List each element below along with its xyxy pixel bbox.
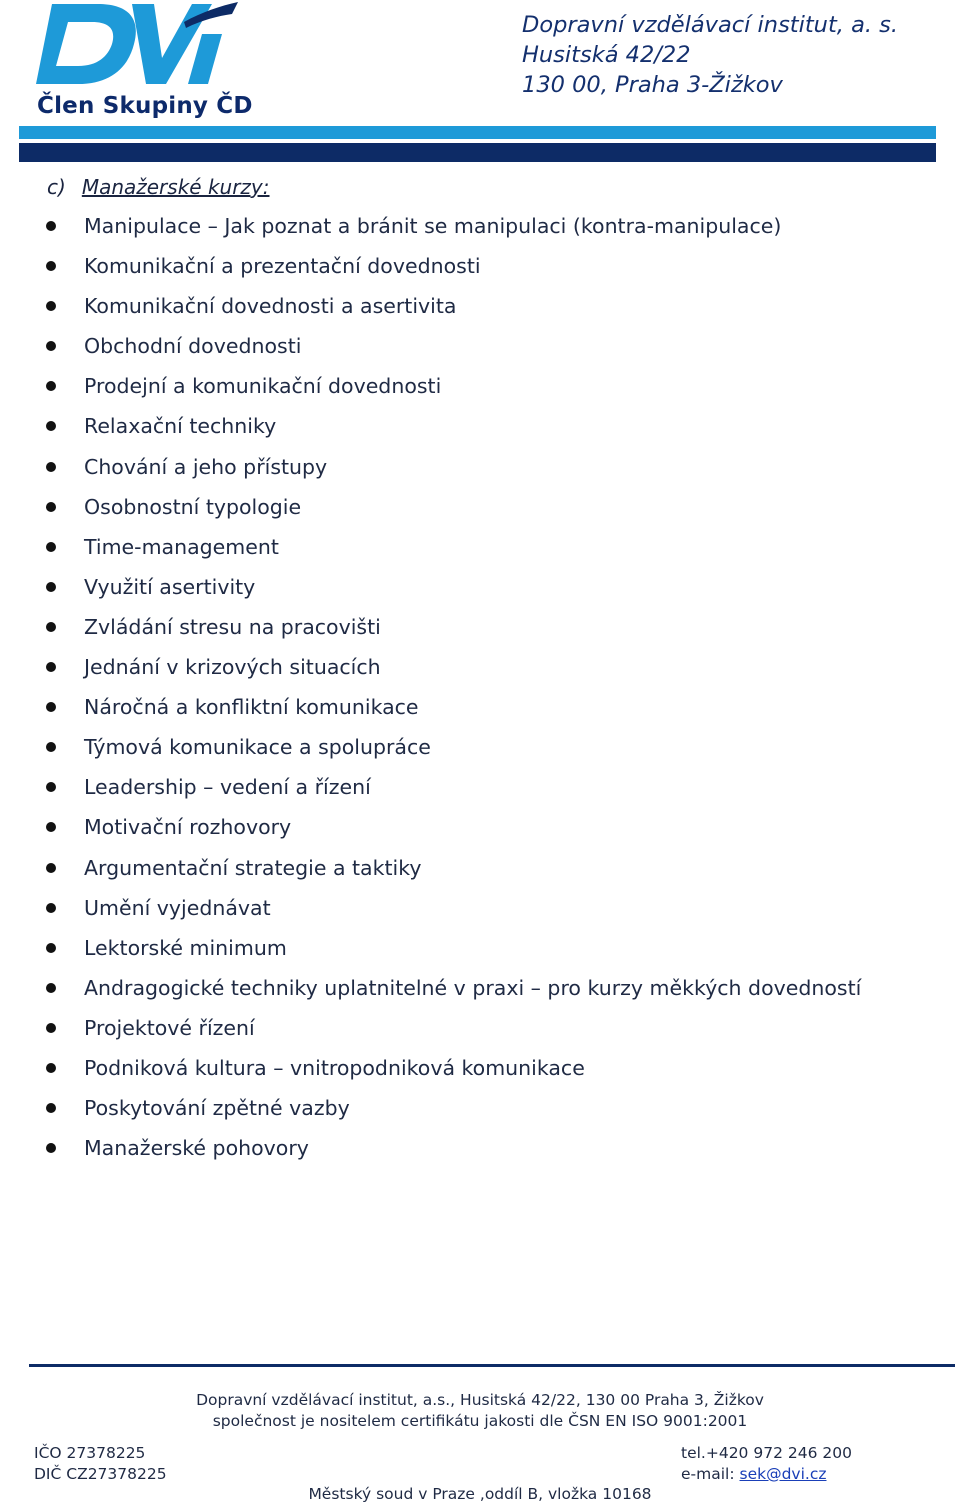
list-item-text: Obchodní dovednosti <box>84 334 302 359</box>
footer-divider <box>29 1364 955 1367</box>
bullet-icon <box>46 261 56 271</box>
bullet-icon <box>46 1023 56 1033</box>
company-address <box>522 10 898 100</box>
bullet-icon <box>46 782 56 792</box>
list-item-text: Lektorské minimum <box>84 935 287 960</box>
list-item-text: Využití asertivity <box>84 574 256 599</box>
footer-court: Městský soud v Praze ,oddíl B, vložka 10168 <box>308 1485 652 1503</box>
footer-ico: IČO 27378225 <box>34 1444 146 1462</box>
header-bar-dark <box>19 143 936 162</box>
footer-certificate: společnost je nositelem certifikátu jakosti dle ČSN EN ISO 9001:2001 <box>212 1412 748 1430</box>
address-line: Dopravní vzdělávací institut, a. s. <box>522 12 899 38</box>
dvi-logo-mark <box>34 0 239 95</box>
bullet-icon <box>46 421 56 431</box>
list-item-text: Leadership – vedení a řízení <box>84 775 371 800</box>
list-item-text: Osobnostní typologie <box>84 494 302 519</box>
list-item-text: Prodejní a komunikační dovednosti <box>84 374 442 399</box>
footer-phone: tel.+420 972 246 200 <box>681 1444 852 1462</box>
list-item-text: Podniková kultura – vnitropodniková komunikace <box>84 1055 585 1080</box>
bullet-icon <box>46 943 56 953</box>
list-item-text: Manipulace – Jak poznat a bránit se manipulaci (kontra-manipulace) <box>84 214 782 238</box>
bullet-icon <box>46 462 56 472</box>
bullet-icon <box>46 742 56 752</box>
list-item-text: Andragogické techniky uplatnitelné v praxi – pro kurzy měkkých dovedností <box>84 975 862 1000</box>
footer-email-link[interactable]: sek@dvi.cz <box>739 1465 827 1483</box>
list-item-text: Poskytování zpětné vazby <box>84 1096 350 1121</box>
address-line: Husitská 42/22 <box>522 42 691 68</box>
footer-company: Dopravní vzdělávací institut, a.s., Husitská 42/22, 130 00 Praha 3, Žižkov <box>196 1391 764 1409</box>
bullet-icon <box>46 381 56 391</box>
list-item-text: Náročná a konfliktní komunikace <box>84 695 419 720</box>
list-item-text: Komunikační a prezentační dovednosti <box>84 254 481 279</box>
bullet-icon <box>46 903 56 913</box>
list-item-text: Chování a jeho přístupy <box>84 454 328 479</box>
bullet-icon <box>46 822 56 832</box>
section-title: Manažerské kurzy: <box>81 175 270 199</box>
list-item-text: Zvládání stresu na pracovišti <box>84 614 381 639</box>
bullet-icon <box>46 221 56 231</box>
bullet-icon <box>46 1143 56 1153</box>
list-item-text: Manažerské pohovory <box>84 1136 309 1161</box>
bullet-icon <box>46 301 56 311</box>
section-letter: c) <box>47 175 66 199</box>
bullet-icon <box>46 662 56 672</box>
footer-email-label: e-mail: <box>681 1465 740 1483</box>
bullet-icon <box>46 502 56 512</box>
list-item-text: Komunikační dovednosti a asertivita <box>84 294 457 319</box>
bullet-icon <box>46 863 56 873</box>
list-item-text: Argumentační strategie a taktiky <box>84 855 422 880</box>
bullet-icon <box>46 702 56 712</box>
logo-caption: Člen Skupiny ČD <box>37 93 253 119</box>
address-line: 130 00, Praha 3-Žižkov <box>522 72 783 98</box>
bullet-icon <box>46 622 56 632</box>
list-item-text: Projektové řízení <box>84 1015 255 1040</box>
list-item-text: Relaxační techniky <box>84 414 277 439</box>
header-bar-light <box>19 126 936 139</box>
list-item-text: Time-management <box>84 534 279 559</box>
section-heading <box>47 175 270 199</box>
list-item-text: Týmová komunikace a spolupráce <box>84 735 431 760</box>
bullet-icon <box>46 341 56 351</box>
bullet-icon <box>46 542 56 552</box>
bullet-icon <box>46 1063 56 1073</box>
list-item-text: Jednání v krizových situacích <box>84 655 381 680</box>
list-item-text: Motivační rozhovory <box>84 815 292 840</box>
bullet-icon <box>46 983 56 993</box>
list-item-text: Umění vyjednávat <box>84 895 271 920</box>
footer-email-row <box>681 1465 827 1483</box>
letterhead <box>0 0 960 165</box>
bullet-icon <box>46 1103 56 1113</box>
bullet-icon <box>46 582 56 592</box>
dvi-logo <box>34 0 253 124</box>
footer-dic: DIČ CZ27378225 <box>34 1465 167 1483</box>
